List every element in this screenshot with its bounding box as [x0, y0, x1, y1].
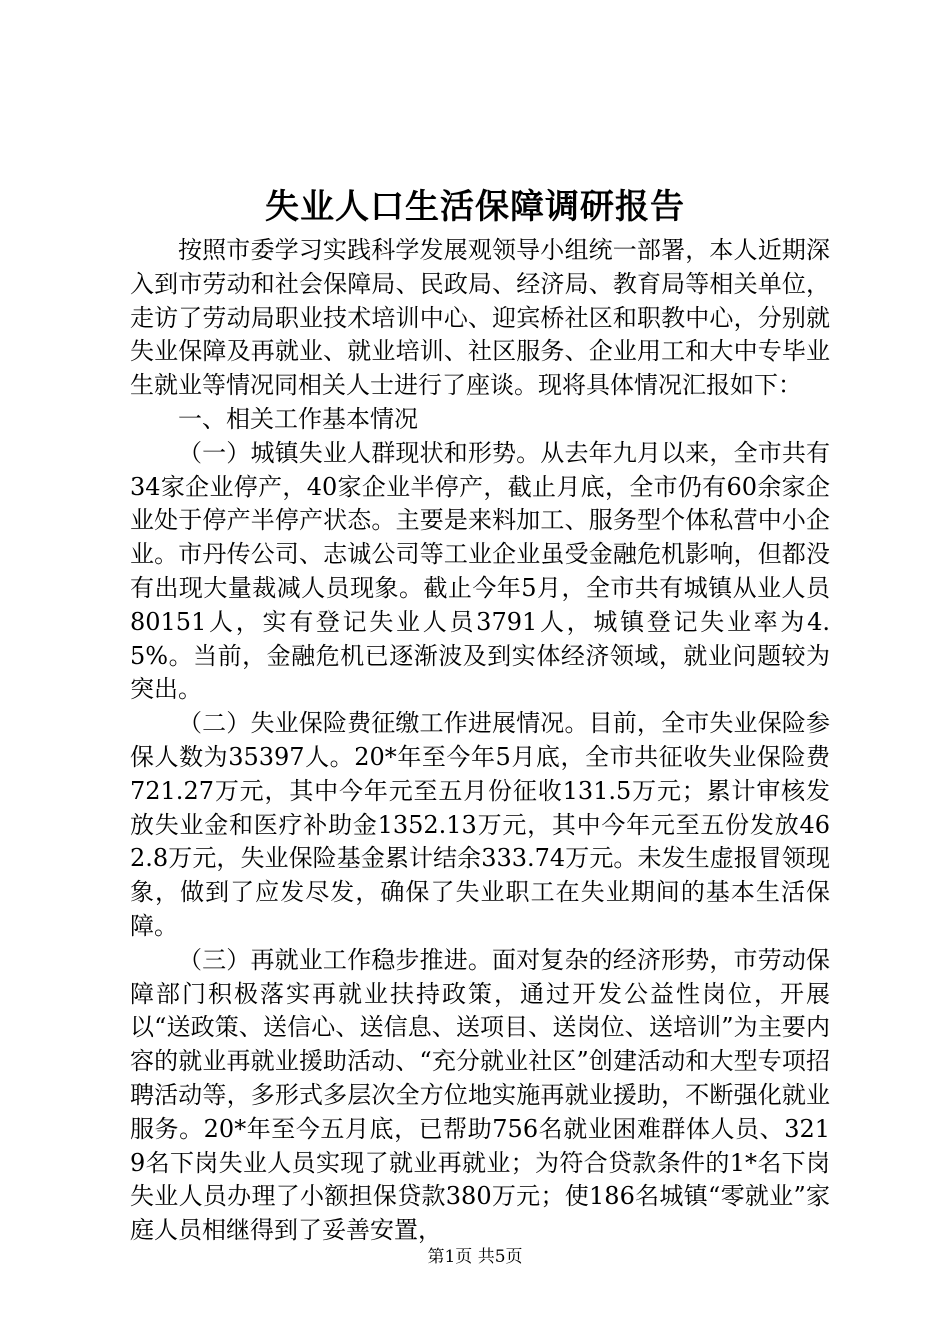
subsection-paragraph-1: （一）城镇失业人群现状和形势。从去年九月以来，全市共有34家企业停产，40家企业半停产，截止月底，全市仍有60余家企业处于停产半停产状态。主要是来料加工、服务型个体私营中小企业。市丹传公司、志诚公司等工业企业虽受金融危机影响，但都没有出现大量裁减人员现象。截止今年5月，全市共有城镇从业人员80151人，实有登记失业人员3791人，城镇登记失业率为4.5%。当前，金融危机已逐渐波及到实体经济领域，就业问题较为突出。 — [130, 438, 830, 704]
page-footer: 第1页 共5页 — [427, 1247, 523, 1267]
document-body — [130, 234, 830, 1248]
subsection-paragraph-3: （三）再就业工作稳步推进。面对复杂的经济形势，市劳动保障部门积极落实再就业扶持政策，通过开发公益性岗位，开展以“送政策、送信心、送信息、送项目、送岗位、送培训”为主要内容的就业再就业援助活动、“充分就业社区”创建活动和大型专项招聘活动等，多形式多层次全方位地实施再就业援助，不断强化就业服务。20*年至今五月底，已帮助756名就业困难群体人员、3219名下岗失业人员实现了就业再就业；为符合贷款条件的1*名下岗失业人员办理了小额担保贷款380万元；使186名城镇“零就业”家庭人员相继得到了妥善安置， — [130, 945, 830, 1245]
intro-paragraph: 按照市委学习实践科学发展观领导小组统一部署，本人近期深入到市劳动和社会保障局、民政局、经济局、教育局等相关单位，走访了劳动局职业技术培训中心、迎宾桥社区和职教中心，分别就失业保障及再就业、就业培训、社区服务、企业用工和大中专毕业生就业等情况同相关人士进行了座谈。现将具体情况汇报如下： — [130, 236, 830, 400]
subsection-paragraph-2: （二）失业保险费征缴工作进展情况。目前，全市失业保险参保人数为35397人。20*年至今年5月底，全市共征收失业保险费721.27万元，其中今年元至五月份征收131.5万元；累计审核发放失业金和医疗补助金1352.13万元，其中今年元至五份发放462.8万元，失业保险基金累计结余333.74万元。未发生虚报冒领现象，做到了应发尽发，确保了失业职工在失业期间的基本生活保障。 — [130, 709, 830, 940]
document-title: 失业人口生活保障调研报告 — [265, 187, 685, 227]
section-heading: 一、相关工作基本情况 — [178, 404, 418, 433]
